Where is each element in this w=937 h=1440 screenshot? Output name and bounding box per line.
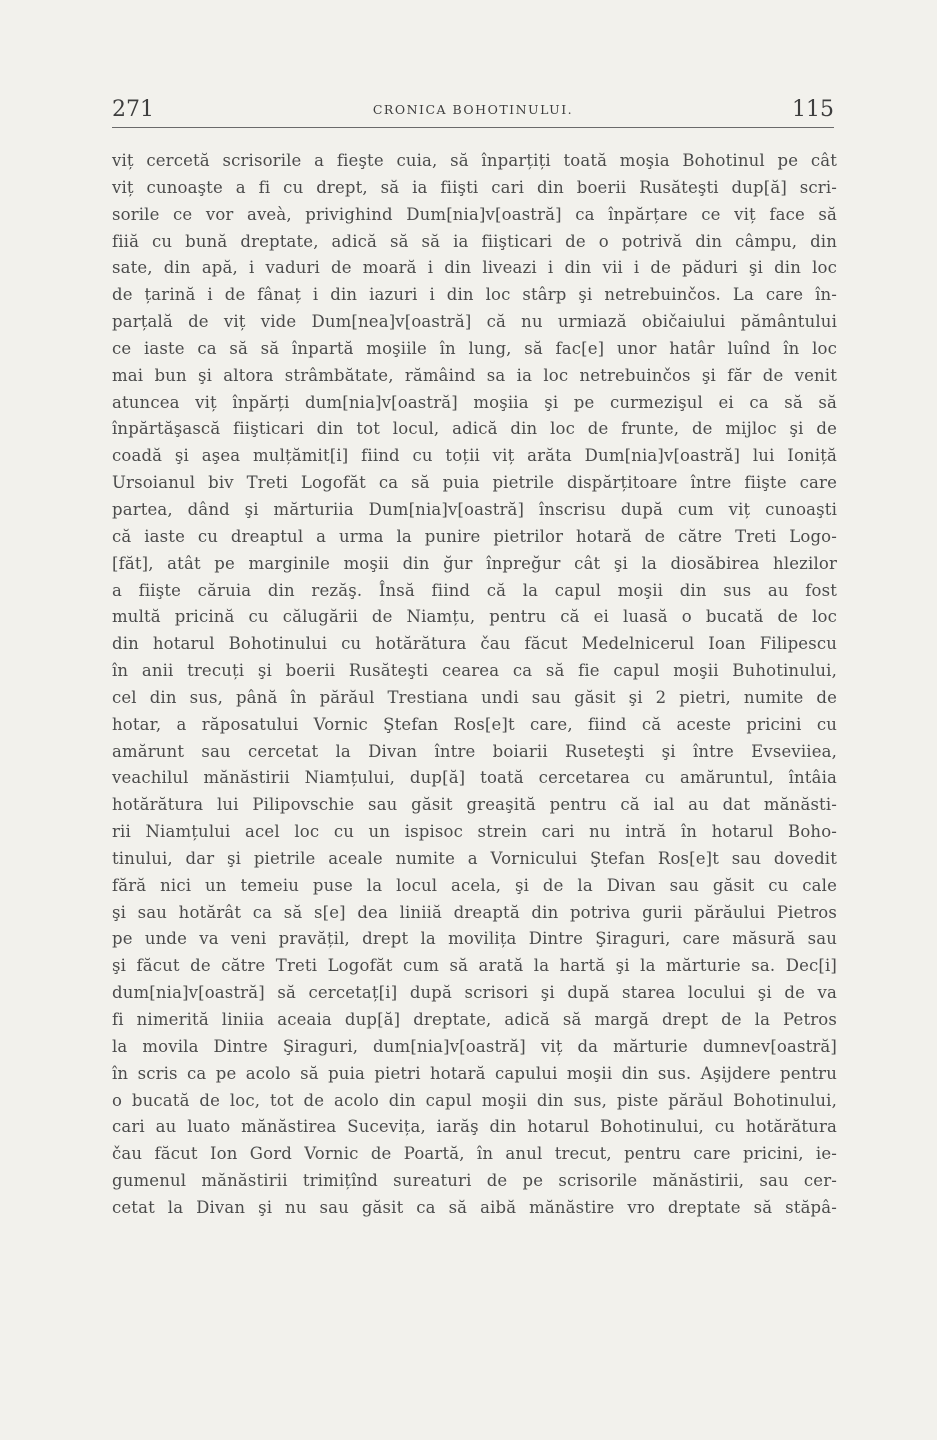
text-line: cetat la Divan şi nu sau găsit ca să aibă mănăstire vro dreptate să stăpâ-: [112, 1197, 837, 1217]
text-line: şi sau hotărât ca să s[e] dea liniiă dreaptă din potriva gurii părăului Pietros: [112, 902, 837, 922]
text-line: hotărătura lui Pilipovschie sau găsit greaşită pentru că ial au dat mănăsti-: [112, 795, 837, 815]
page-header: [112, 94, 834, 126]
text-line: atuncea viț înpărți dum[nia]v[oastră] moşiia şi pe curmezişul ei ca să să: [112, 392, 837, 412]
text-line: o bucată de loc, tot de acolo din capul moşii din sus, piste părăul Bohotinului,: [112, 1090, 837, 1110]
text-line: cari au luato mănăstirea Sucevița, iarăş din hotarul Bohotinului, cu hotărătura: [112, 1117, 837, 1137]
page-number: 115: [792, 97, 834, 122]
text-line: cel din sus, până în părăul Trestiana undi sau găsit şi 2 pietri, numite de: [112, 687, 837, 707]
text-line: mai bun şi altora strâmbătate, rămâind sa ia loc netrebuinčos şi făr de venit: [112, 365, 837, 385]
text-line: fi nimerită liniia aceaia dup[ă] dreptate, adică să margă drept de la Petros: [112, 1010, 837, 1029]
text-line: ce iaste ca să să înpartă moşiile în lung, să fac[e] unor hatâr luînd în loc: [112, 338, 837, 358]
text-line: partea, dând şi mărturiia Dum[nia]v[oastră] înscrisu după cum viț cunoaşti: [112, 499, 837, 519]
text-line: fără nici un temeiu puse la locul acela, şi de la Divan sau găsit cu cale: [112, 875, 837, 895]
running-title: CRONICA BOHOTINULUI.: [372, 102, 574, 117]
text-line: sorile ce vor aveà, privighind Dum[nia]v[oastră] ca înpărțare ce viț face să: [112, 204, 837, 224]
text-line: în anii trecuți şi boerii Rusăteşti cearea ca să fie capul moşii Buhotinului,: [112, 661, 837, 681]
text-line: a fiişte căruia din rezăş. Însă fiind că la capul moşii din sus au fost: [112, 580, 837, 600]
text-line: veachilul mănăstirii Niamțului, dup[ă] toată cercetarea cu amăruntul, întâia: [112, 768, 837, 788]
text-line: pe unde va veni pravățil, drept la movilița Dintre Şiraguri, care măsură sau: [112, 929, 837, 949]
text-line: čau făcut Ion Gord Vornic de Poartă, în anul trecut, pentru care pricini, ie-: [112, 1144, 837, 1164]
text-line: dum[nia]v[oastră] să cercetaț[i] după scrisori şi după starea locului şi de va: [112, 983, 837, 1003]
text-line: fiiă cu bună dreptate, adică să să ia fiişticari de o potrivă din câmpu, din: [112, 231, 837, 251]
text-line: viț cercetă scrisorile a fieşte cuia, să înparțiți toată moşia Bohotinul pe cât: [112, 151, 837, 170]
text-line: gumenul mănăstirii trimițînd sureaturi de pe scrisorile mănăstirii, sau cer-: [112, 1171, 837, 1191]
text-line: viț cunoaşte a fi cu drept, să ia fiişti cari din boerii Rusăteşti dup[ă] scri-: [112, 177, 837, 197]
text-line: parțală de viț vide Dum[nea]v[oastră] că nu urmiază običaiului pământului: [112, 312, 837, 332]
text-line: hotar, a răposatului Vornic Ştefan Ros[e]t care, fiind că aceste pricini cu: [112, 714, 837, 734]
left-page-marker: 271: [112, 97, 154, 122]
header-rule: [112, 127, 834, 128]
text-line: de țarină i de fânaț i din iazuri i din loc stârp şi netrebuinčos. La care în-: [112, 285, 837, 305]
text-line: tinului, dar şi pietrile aceale numite a Vornicului Ştefan Ros[e]t sau dovedit: [112, 848, 837, 868]
text-line: multă pricină cu călugării de Niamțu, pentru că ei luasă o bucată de loc: [112, 607, 837, 627]
text-line: sate, din apă, i vaduri de moară i din liveazi i din vii i de păduri şi din loc: [112, 258, 837, 278]
body-text: [112, 148, 837, 1222]
text-line: [făt], atât pe marginile moşii din ğur înpreğur cât şi la diosăbirea hlezilor: [112, 553, 837, 573]
text-line: Ursoianul biv Treti Logofăt ca să puia pietrile dispărțitoare între fiişte care: [112, 473, 837, 493]
text-line: coadă şi aşea mulțămit[i] fiind cu toții viț arăta Dum[nia]v[oastră] lui Ioniță: [112, 446, 837, 466]
text-line: şi făcut de către Treti Logofăt cum să arată la hartă şi la mărturie sa. Dec[i]: [112, 956, 837, 976]
text-line: din hotarul Bohotinului cu hotărătura čau făcut Medelnicerul Ioan Filipescu: [112, 634, 837, 654]
text-line: înpărtăşască fiişticari din tot locul, adică din loc de frunte, de mijloc şi de: [112, 419, 837, 439]
text-line: în scris ca pe acolo să puia pietri hotară capului moşii din sus. Aşijdere pentru: [112, 1063, 837, 1083]
text-line: că iaste cu dreaptul a urma la punire pietrilor hotară de către Treti Logo-: [112, 526, 837, 546]
text-line: la movila Dintre Şiraguri, dum[nia]v[oastră] viț da mărturie dumnev[oastră]: [112, 1036, 837, 1056]
text-line: amărunt sau cercetat la Divan între boiarii Ruseteşti şi între Evseviiea,: [112, 741, 837, 761]
text-line: rii Niamțului acel loc cu un ispisoc strein cari nu intră în hotarul Boho-: [112, 822, 837, 842]
